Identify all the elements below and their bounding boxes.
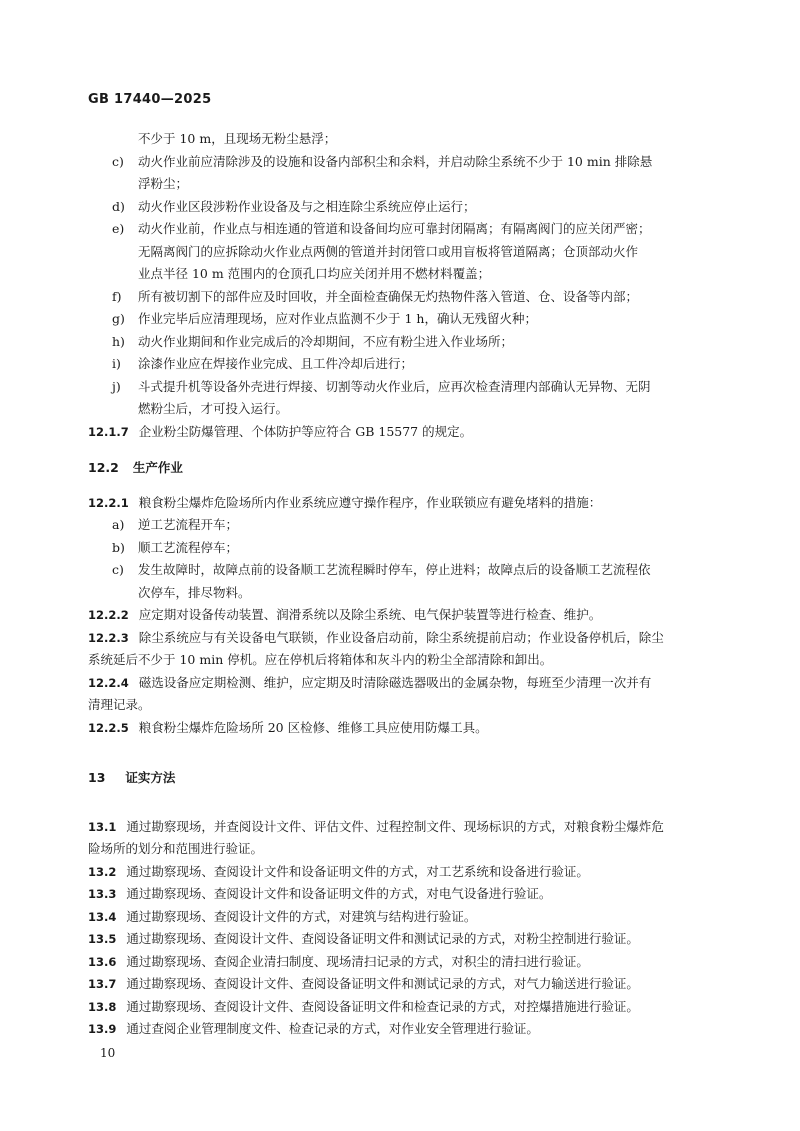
page-number: 10 <box>100 1046 116 1060</box>
text-line: 逆工艺流程开车； <box>138 517 239 532</box>
list-marker: c) <box>112 562 124 577</box>
list-item <box>88 308 710 331</box>
clause <box>88 672 710 717</box>
list-marker: f) <box>112 288 122 304</box>
clause-number: 12.2.3 <box>88 630 129 645</box>
text-line: 动火作业期间和作业完成后的冷却期间，不应有粉尘进入作业场所； <box>138 333 514 349</box>
clause <box>88 996 710 1019</box>
clause-number: 13.9 <box>88 1022 117 1036</box>
list-item-text <box>138 376 710 421</box>
clause-number: 13.4 <box>88 909 117 924</box>
text-line: 所有被切割下的部件应及时回收，并全面检查确保无灼热物件落入管道、仓、设备等内部； <box>138 288 639 304</box>
text-line: 顺工艺流程停车； <box>138 539 239 555</box>
list-marker: b) <box>112 539 125 555</box>
text-line: 动火作业区段涉粉作业设备及与之相连除尘系统应停止运行； <box>138 198 476 214</box>
list-item-text <box>138 286 710 309</box>
clause <box>88 1018 710 1041</box>
text-line: 次停车，排尽物料。 <box>138 584 251 600</box>
clause <box>88 861 710 884</box>
clause-number: 13.5 <box>88 932 117 946</box>
list-marker: e) <box>112 221 125 236</box>
list-item <box>88 218 710 286</box>
clause-number: 12.2.4 <box>88 675 129 690</box>
clause-text: 通过勘察现场、查阅设计文件的方式，对建筑与结构进行验证。 <box>126 908 477 924</box>
production-clauses <box>88 604 710 739</box>
list-item-text <box>138 537 710 560</box>
text-line <box>88 996 710 1019</box>
text-line: 燃粉尘后，才可投入运行。 <box>138 401 289 416</box>
list-item <box>88 537 710 560</box>
list-item <box>88 286 710 309</box>
chapter-heading-13 <box>88 767 710 790</box>
text-line: 浮粉尘； <box>138 176 189 191</box>
verification-clauses <box>88 816 710 1041</box>
list-item-text <box>138 514 710 537</box>
clause-number: 12.2.1 <box>88 495 129 510</box>
list-item <box>88 514 710 537</box>
clause-number: 13.1 <box>88 819 117 834</box>
list-marker: c) <box>112 153 124 169</box>
section-heading-12-2 <box>88 457 710 480</box>
text-line <box>88 1018 710 1041</box>
text-line <box>88 883 710 906</box>
list-marker: i) <box>112 356 121 371</box>
continued-text: 不少于 10 m，且现场无粉尘悬浮； <box>138 131 337 146</box>
clause-text: 通过勘察现场、查阅设计文件、查阅设备证明文件和检查记录的方式，对控爆措施进行验证。 <box>126 998 639 1014</box>
list-item <box>88 353 710 376</box>
clause-number: 13.2 <box>88 864 117 879</box>
clause-text: 通过勘察现场，并查阅设计文件、评估文件、过程控制文件、现场标识的方式，对粮食粉尘爆炸危 <box>126 818 664 834</box>
clause <box>88 883 710 906</box>
list-item <box>88 196 710 219</box>
clause <box>88 627 710 672</box>
list-marker: g) <box>112 311 125 326</box>
text-line: 业点半径 10 m 范围内的仓顶孔口均应关闭并用不燃材料覆盖； <box>138 266 491 281</box>
text-line <box>88 627 710 650</box>
text-line <box>88 816 710 839</box>
list-marker: d) <box>112 198 125 214</box>
section-number: 12.2 <box>88 460 119 475</box>
document-body <box>88 128 710 1041</box>
clause-text: 通过勘察现场、查阅设计文件和设备证明文件的方式，对工艺系统和设备进行验证。 <box>126 863 589 879</box>
hot-work-list <box>88 151 710 421</box>
clause <box>88 951 710 974</box>
clause <box>88 973 710 996</box>
text-line <box>88 951 710 974</box>
text-line <box>88 604 710 627</box>
clause-text: 粮食粉尘爆炸危险场所内作业系统应遵守操作程序，作业联锁应有避免堵料的措施： <box>138 494 602 510</box>
clause-text: 除尘系统应与有关设备电气联锁，作业设备启动前，除尘系统提前启动；作业设备停机后，除尘 <box>138 629 664 645</box>
text-line: 系统延后不少于 10 min 停机。应在停机后将箱体和灰斗内的粉尘全部清除和卸出。 <box>88 652 553 667</box>
chapter-number: 13 <box>88 770 106 785</box>
text-line <box>88 861 710 884</box>
clause-text: 粮食粉尘爆炸危险场所 20 区检修、维修工具应使用防爆工具。 <box>138 719 488 735</box>
clause-number: 13.8 <box>88 999 117 1014</box>
text-line: 动火作业前，作业点与相连通的管道和设备间均应可靠封闭隔离；有隔离阀门的应关闭严密； <box>138 221 651 236</box>
clause-number: 13.7 <box>88 977 117 991</box>
chapter-title: 证实方法 <box>125 770 176 785</box>
clause-text: 应定期对设备传动装置、润滑系统以及除尘系统、电气保护装置等进行检查、维护。 <box>138 607 602 622</box>
text-line: 涂漆作业应在焊接作业完成、且工件冷却后进行； <box>138 356 414 371</box>
text-line: 斗式提升机等设备外壳进行焊接、切割等动火作业后，应再次检查清理内部确认无异物、无阴 <box>138 378 651 394</box>
list-item-text <box>138 196 710 219</box>
text-line <box>88 672 710 695</box>
list-item-text <box>138 151 710 196</box>
text-line: 作业完毕后应清理现场，应对作业点监测不少于 1 h，确认无残留火种； <box>138 311 537 326</box>
list-item-text <box>138 353 710 376</box>
clause <box>88 906 710 929</box>
clause <box>88 816 710 861</box>
clause-number: 13.6 <box>88 954 117 969</box>
text-line: 无隔离阀门的应拆除动火作业点两侧的管道并封闭管口或用盲板将管道隔离；仓顶部动火作 <box>138 243 639 259</box>
list-item <box>88 559 710 604</box>
clause-text: 通过查阅企业管理制度文件、检查记录的方式，对作业安全管理进行验证。 <box>126 1021 539 1036</box>
list-item <box>88 376 710 421</box>
clause-text: 通过勘察现场、查阅设计文件、查阅设备证明文件和测试记录的方式，对粉尘控制进行验证。 <box>126 931 639 946</box>
clause-12-2-1 <box>88 492 710 515</box>
list-item-text <box>138 559 710 604</box>
clause-12-1-7 <box>88 421 710 444</box>
clause <box>88 928 710 951</box>
standard-number: GB 17440—2025 <box>88 92 212 107</box>
clause-text: 企业粉尘防爆管理、个体防护等应符合 GB 15577 的规定。 <box>138 423 473 439</box>
interlock-list <box>88 514 710 604</box>
text-line <box>88 717 710 740</box>
text-line: 发生故障时，故障点前的设备顺工艺流程瞬时停车，停止进料；故障点后的设备顺工艺流程依 <box>138 562 651 577</box>
clause-number: 12.2.5 <box>88 720 129 735</box>
clause-number: 12.1.7 <box>88 424 129 439</box>
text-line <box>88 973 710 996</box>
list-item <box>88 151 710 196</box>
list-marker: j) <box>112 378 121 394</box>
list-item-text <box>138 308 710 331</box>
clause <box>88 717 710 740</box>
list-marker: h) <box>112 333 125 349</box>
text-line <box>88 928 710 951</box>
clause <box>88 604 710 627</box>
section-title: 生产作业 <box>132 460 183 475</box>
list-marker: a) <box>112 517 125 532</box>
clause-text: 通过勘察现场、查阅设计文件、查阅设备证明文件和测试记录的方式，对气力输送进行验证。 <box>126 976 639 991</box>
list-item-text <box>138 218 710 286</box>
clause-text: 通过勘察现场、查阅企业清扫制度、现场清扫记录的方式，对积尘的清扫进行验证。 <box>126 953 589 969</box>
clause-number: 13.3 <box>88 887 117 901</box>
text-line <box>88 906 710 929</box>
list-item <box>88 331 710 354</box>
clause-text: 磁选设备应定期检测、维护，应定期及时清除磁选器吸出的金属杂物，每班至少清理一次并有 <box>138 674 652 690</box>
text-line: 清理记录。 <box>88 697 151 712</box>
text-line: 动火作业前应清除涉及的设施和设备内部积尘和余料，并启动除尘系统不少于 10 min 排除悬 <box>138 153 653 169</box>
clause-text: 通过勘察现场、查阅设计文件和设备证明文件的方式，对电气设备进行验证。 <box>126 886 552 901</box>
clause-number: 12.2.2 <box>88 608 129 622</box>
text-line: 险场所的划分和范围进行验证。 <box>88 841 264 856</box>
list-item-text <box>138 331 710 354</box>
